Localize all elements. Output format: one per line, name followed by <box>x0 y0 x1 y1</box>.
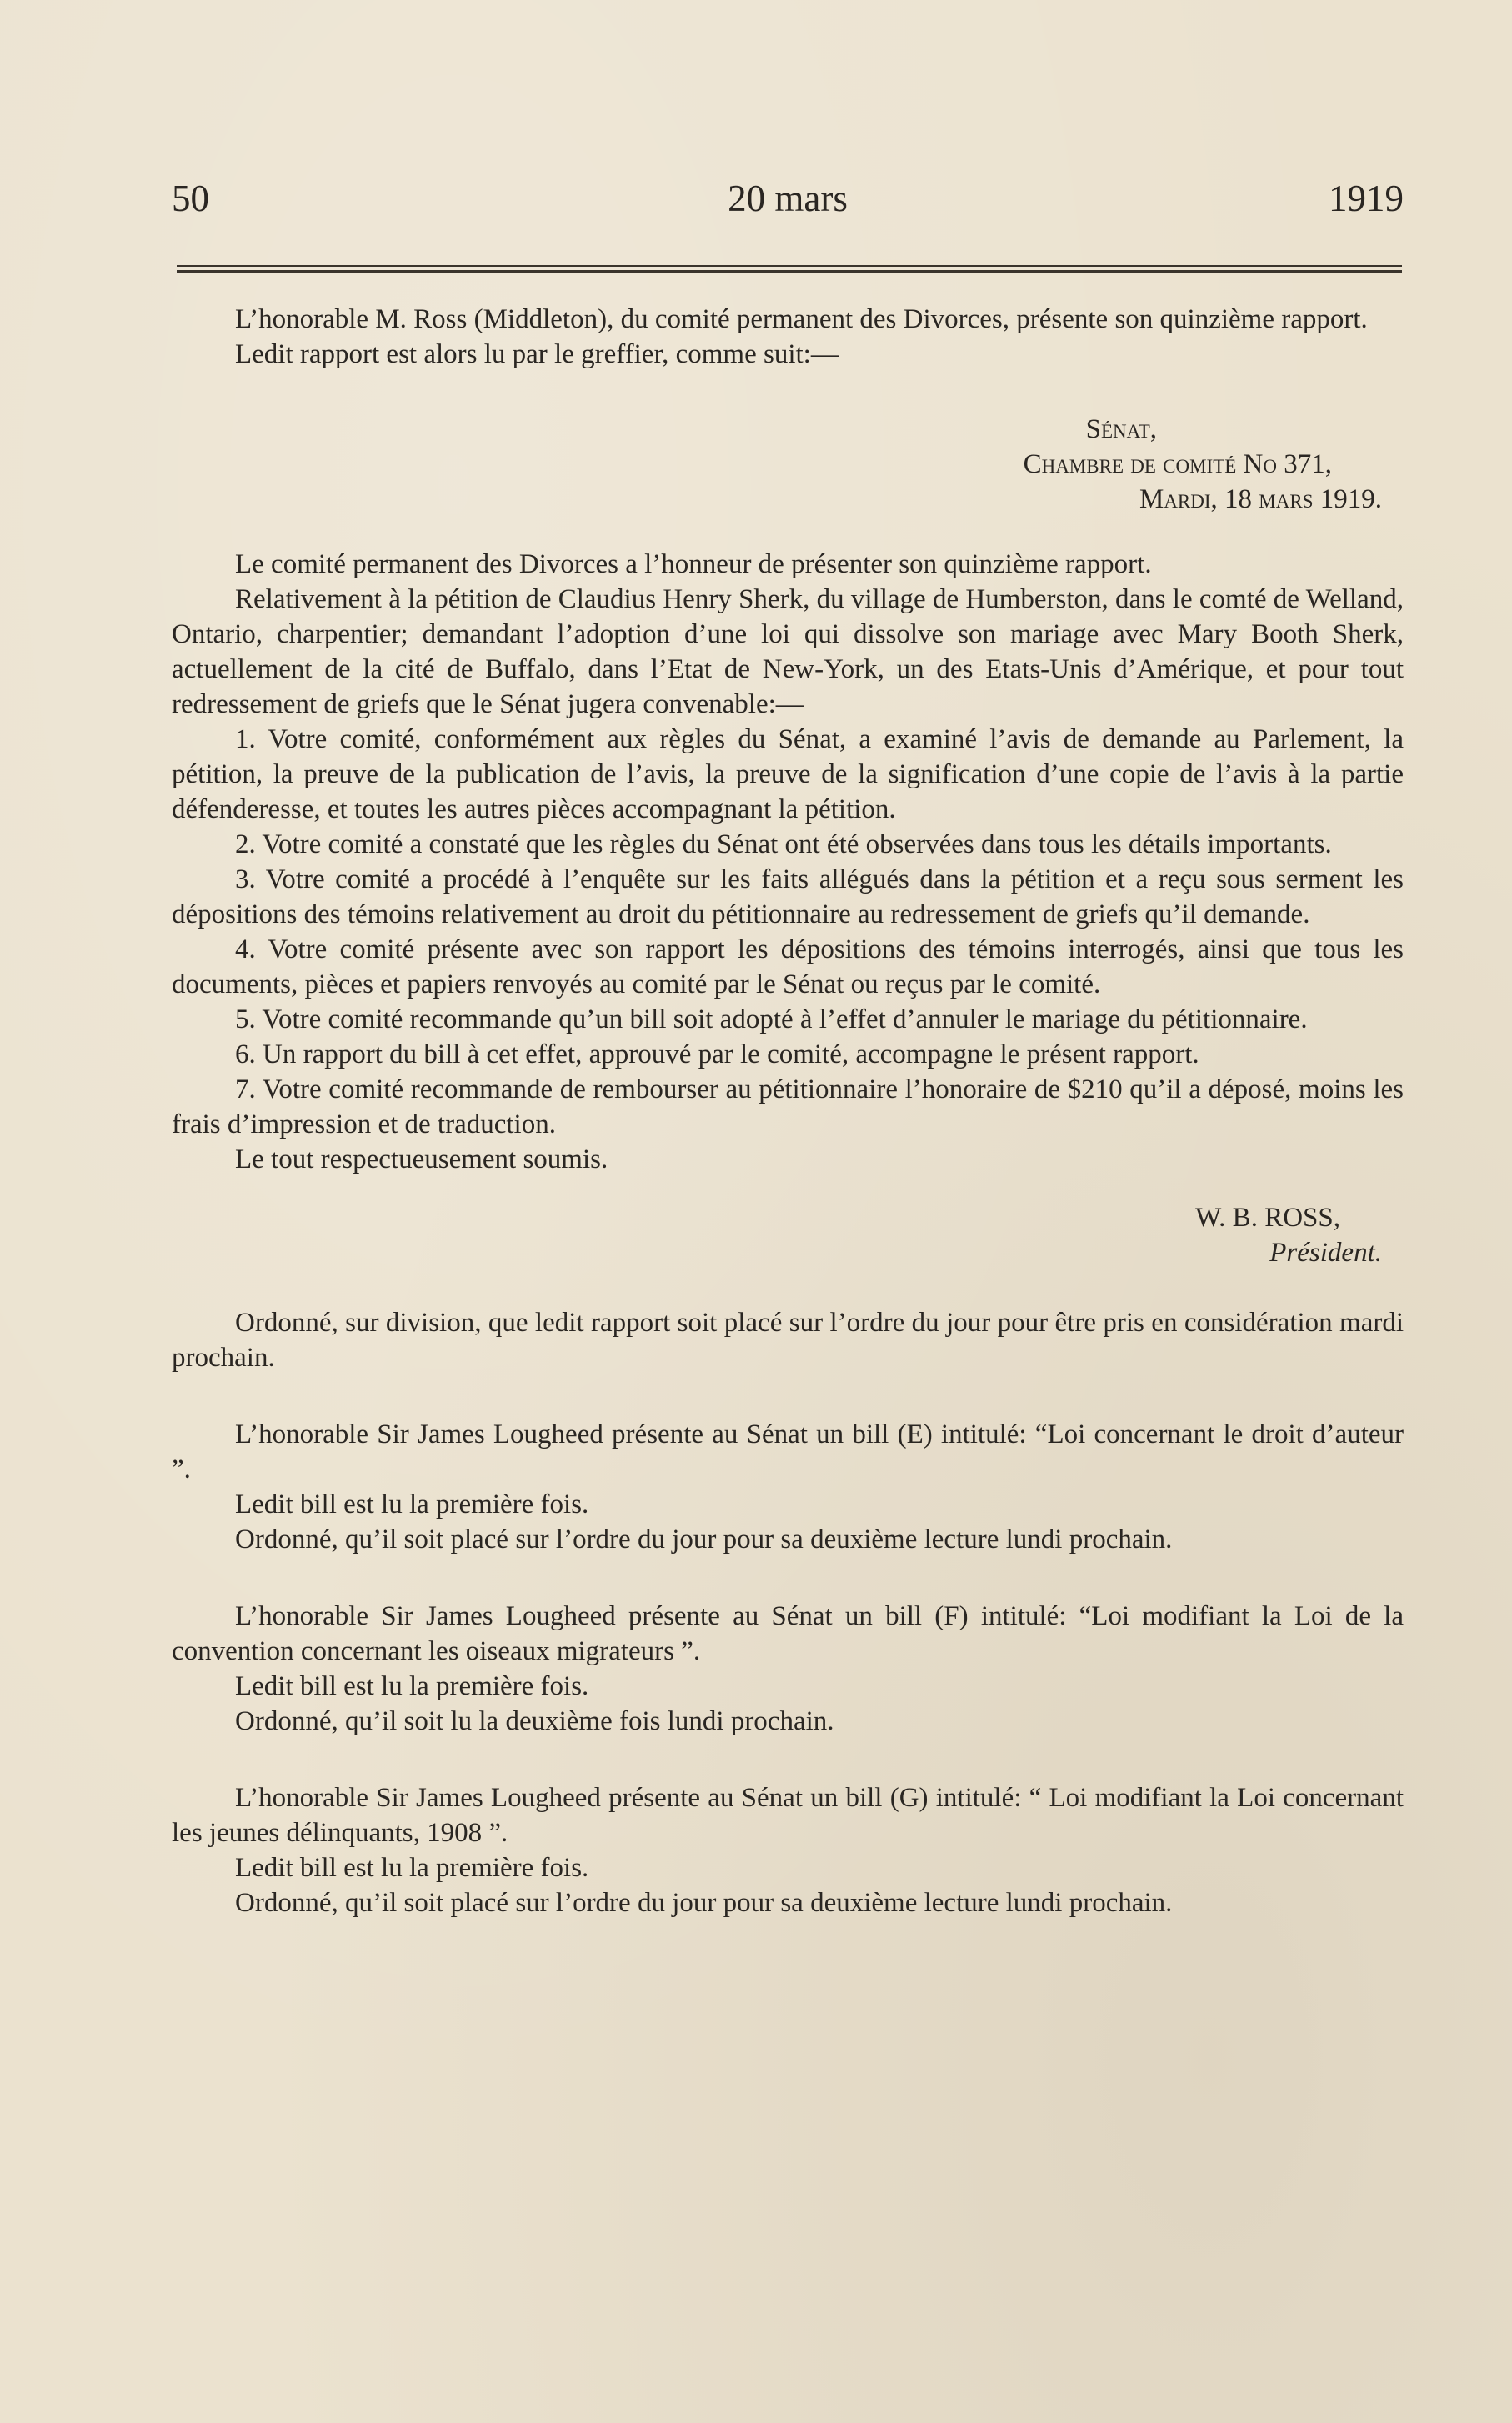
header-rule-thin <box>177 265 1402 267</box>
report-item-4: 4. Votre comité présente avec son rapport les dépositions des témoins interrogés, ainsi que tous les documents, pièces et papiers renvoyés au comité par le Sénat ou reçus par le comité. <box>172 934 1404 999</box>
closing-line: Le tout respectueusement soumis. <box>235 1144 608 1174</box>
bill-f-first-reading: Ledit bill est lu la première fois. <box>235 1671 589 1701</box>
reading-paragraph: Ledit rapport est alors lu par le greffier, comme suit:— <box>235 339 839 369</box>
address-line-room: Chambre de comité No 371, <box>1023 449 1332 479</box>
bill-g-first-reading: Ledit bill est lu la première fois. <box>235 1853 589 1883</box>
page-number: 50 <box>172 178 209 219</box>
report-opening: Le comité permanent des Divorces a l’honneur de présenter son quinzième rapport. <box>235 549 1152 579</box>
bill-f-introduction: L’honorable Sir James Lougheed présente au Sénat un bill (F) intitulé: “Loi modifiant la Loi de la convention concernant les oiseaux migrateurs ”. <box>172 1601 1404 1666</box>
header-rule-thick <box>177 270 1402 273</box>
bill-e-first-reading: Ledit bill est lu la première fois. <box>235 1489 589 1519</box>
report-item-7: 7. Votre comité recommande de rembourser au pétitionnaire l’honoraire de $210 qu’il a déposé, moins les frais d’impression et de traduction. <box>172 1074 1404 1139</box>
header-year: 1919 <box>1329 178 1404 219</box>
header-date: 20 mars <box>728 178 848 219</box>
bill-f-order: Ordonné, qu’il soit lu la deuxième fois lundi prochain. <box>235 1706 834 1736</box>
document-body <box>172 302 1404 1920</box>
report-item-2: 2. Votre comité a constaté que les règles du Sénat ont été observées dans tous les détails importants. <box>235 829 1332 859</box>
signature-title: Président. <box>1269 1238 1382 1268</box>
bill-g-order: Ordonné, qu’il soit placé sur l’ordre du jour pour sa deuxième lecture lundi prochain. <box>235 1888 1173 1918</box>
page-header <box>172 177 1404 227</box>
address-line-senate: Sénat, <box>1085 414 1157 444</box>
bill-e-introduction: L’honorable Sir James Lougheed présente au Sénat un bill (E) intitulé: “Loi concernant le droit d’auteur ”. <box>172 1419 1404 1484</box>
report-item-5: 5. Votre comité recommande qu’un bill soit adopté à l’effet d’annuler le mariage du pétitionnaire. <box>235 1004 1308 1034</box>
bill-e-order: Ordonné, qu’il soit placé sur l’ordre du jour pour sa deuxième lecture lundi prochain. <box>235 1524 1173 1554</box>
signature-name: W. B. ROSS, <box>1195 1203 1340 1233</box>
intro-paragraph: L’honorable M. Ross (Middleton), du comité permanent des Divorces, présente son quinzième rapport. <box>235 304 1368 334</box>
report-item-1: 1. Votre comité, conformément aux règles du Sénat, a examiné l’avis de demande au Parlement, la pétition, la preuve de la publication de l’avis, la preuve de la signification d’une copie de l’avis à la partie défenderesse, et toutes les autres pièces accompagnant la pétition. <box>172 724 1404 824</box>
report-item-6: 6. Un rapport du bill à cet effet, approuvé par le comité, accompagne le présent rapport. <box>235 1039 1199 1069</box>
bill-g-introduction: L’honorable Sir James Lougheed présente au Sénat un bill (G) intitulé: “ Loi modifiant la Loi concernant les jeunes délinquants, 1908 ”. <box>172 1783 1404 1848</box>
report-item-3: 3. Votre comité a procédé à l’enquête sur les faits allégués dans la pétition et a reçu sous serment les dépositions des témoins relativement au droit du pétitionnaire au redressement de griefs qu’il demande. <box>172 864 1404 929</box>
petition-paragraph: Relativement à la pétition de Claudius Henry Sherk, du village de Humberston, dans le comté de Welland, Ontario, charpentier; demandant l’adoption d’une loi qui dissolve son mariage avec Mary Booth Sherk, actuellement de la cité de Buffalo, dans l’Etat de New-York, un des Etats-Unis d’Amérique, et pour tout redressement de griefs que le Sénat jugera convenable:— <box>172 584 1404 719</box>
address-line-date: Mardi, 18 mars 1919. <box>1139 484 1382 514</box>
order-paragraph: Ordonné, sur division, que ledit rapport soit placé sur l’ordre du jour pour être pris en considération mardi prochain. <box>172 1308 1404 1373</box>
